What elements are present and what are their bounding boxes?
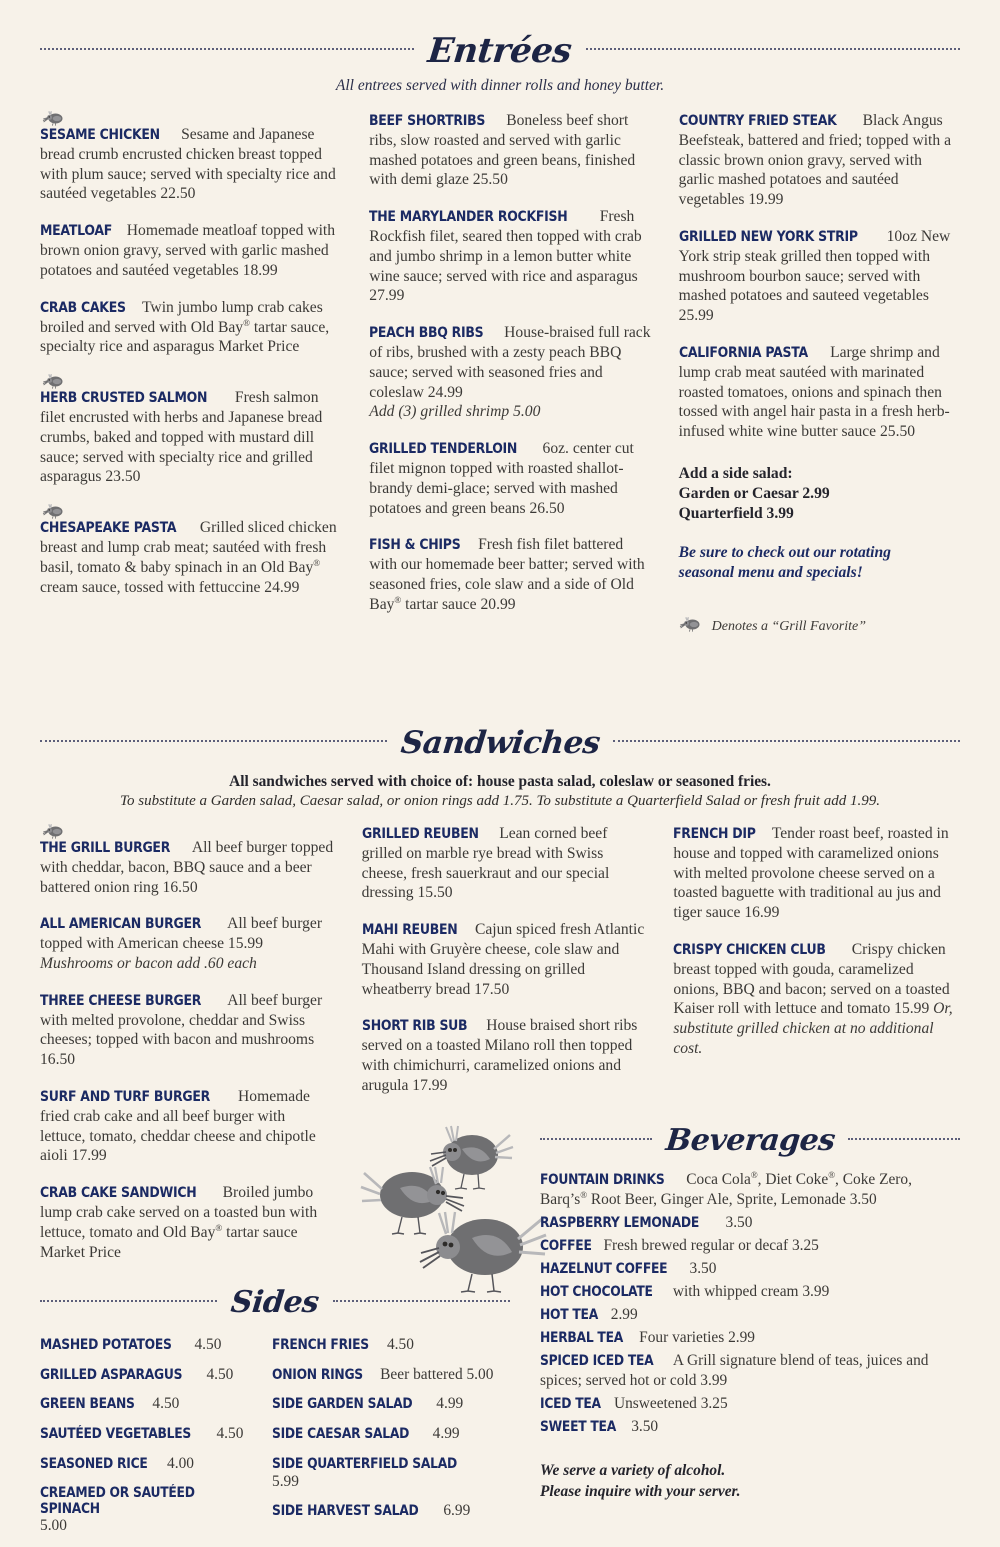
beverage-description: Four varieties 2.99 <box>639 1329 756 1347</box>
beverage-description: Coca Cola®, Diet Coke®, Coke Zero, Barq’s® Root Beer, Ginger Ale, Sprite, Lemonade 3.50 <box>540 1170 912 1209</box>
sandwiches-column-1 <box>40 824 362 1263</box>
menu-item <box>369 439 650 518</box>
beverage-item <box>540 1282 960 1302</box>
beverage-name: HAZELNUT COFFEE <box>540 1261 668 1278</box>
menu-item-description: Lean corned beef grilled on marble rye bread with Swiss cheese, fresh sauerkraut and our special dressing 15.50 <box>361 825 610 902</box>
side-item-price: 4.50 <box>206 1365 234 1383</box>
beverage-name: FOUNTAIN DRINKS <box>540 1172 665 1189</box>
registered-mark: ® <box>215 1222 223 1233</box>
side-item-price: 4.50 <box>386 1336 414 1353</box>
beverages-section <box>540 1123 960 1503</box>
sides-column-2 <box>272 1336 510 1547</box>
entrees-title: Entrées <box>426 31 574 71</box>
menu-item-name: FISH & CHIPS <box>369 537 461 554</box>
beverage-description: A Grill signature blend of teas, juices and spices; served hot or cold 3.99 <box>540 1352 929 1390</box>
side-item-price: 5.99 <box>272 1472 299 1490</box>
side-item <box>40 1336 272 1354</box>
beverage-item <box>540 1213 960 1233</box>
menu-item-name: HERB CRUSTED SALMON <box>40 390 208 407</box>
menu-item <box>673 824 960 923</box>
side-item-name: SIDE HARVEST SALAD <box>272 1503 419 1520</box>
grill-favorite-bird-icon <box>42 374 341 389</box>
grill-favorite-bird-icon <box>42 111 341 126</box>
quail-birds-illustration <box>360 1105 550 1295</box>
menu-item-name: CALIFORNIA PASTA <box>678 344 808 361</box>
menu-item-name: COUNTRY FRIED STEAK <box>678 113 837 129</box>
menu-item-description: Large shrimp and lump crab meat sautéed with marinated roasted tomatoes, onions and spinach then tossed with angel hair pasta in a fresh herb-infused white wine butter sauce 25.50 <box>678 343 950 441</box>
registered-mark: ® <box>243 317 250 328</box>
menu-item-name: MEATLOAF <box>40 223 113 240</box>
menu-item <box>40 1087 334 1166</box>
menu-item-description: Sesame and Japanese bread crumb encrusted chicken breast topped with plum sauce; served with specialty rice and sautéed vegetables 22.50 <box>40 126 336 203</box>
registered-mark: ® <box>750 1170 758 1180</box>
sides-section <box>40 1285 510 1547</box>
beverage-description: 2.99 <box>610 1306 638 1324</box>
side-item-price: 4.50 <box>216 1425 244 1443</box>
menu-item-name: THE MARYLANDER ROCKFISH <box>369 209 568 226</box>
beverage-description: 3.50 <box>725 1214 753 1232</box>
grill-favorite-legend-text: Denotes a “Grill Favorite” <box>711 619 867 635</box>
beverage-name: SPICED ICED TEA <box>540 1353 654 1370</box>
side-item-name: CREAMED OR SAUTÉED SPINACH <box>40 1484 195 1517</box>
beverages-title: Beverages <box>663 1123 837 1158</box>
menu-item <box>40 298 341 358</box>
side-item-price: 4.50 <box>194 1336 222 1353</box>
seasonal-promo <box>679 543 960 584</box>
menu-item-name: THE GRILL BURGER <box>40 840 171 856</box>
menu-item <box>679 111 960 210</box>
menu-item-description: 6oz. center cut filet mignon topped with roasted shallot-brandy demi-glace; served with mashed potatoes and green beans 26.50 <box>369 440 634 517</box>
entrees-column-3 <box>679 111 960 637</box>
menu-item-addon-note: Add (3) grilled shrimp 5.00 <box>369 403 541 421</box>
menu-item-name: SESAME CHICKEN <box>40 127 160 143</box>
sides-title: Sides <box>229 1285 321 1320</box>
sides-header <box>40 1285 510 1320</box>
menu-item-description: Twin jumbo lump crab cakes broiled and served with Old Bay® tartar sauce, specialty rice and asparagus Market Price <box>40 298 330 356</box>
side-salad-line-1: Add a side salad: <box>678 464 793 482</box>
side-item <box>40 1455 272 1473</box>
grill-favorite-bird-icon <box>42 504 341 519</box>
menu-item-name: ALL AMERICAN BURGER <box>40 916 202 933</box>
beverage-description: 3.50 <box>631 1418 659 1436</box>
entrees-subtitle: All entrees served with dinner rolls and honey butter. <box>335 77 665 94</box>
dotted-rule-right <box>613 739 960 742</box>
menu-item-description-note: Mushrooms or bacon add .60 each <box>40 954 257 972</box>
menu-item-name: GRILLED TENDERLOIN <box>369 441 518 458</box>
side-salad-line-2: Garden or Caesar 2.99 <box>678 485 830 503</box>
beverage-item <box>540 1328 960 1348</box>
beverage-item <box>540 1305 960 1325</box>
menu-item-description: Cajun spiced fresh Atlantic Mahi with Gruyère cheese, cole slaw and Thousand Island dressing on grilled wheatberry bread 17.50 <box>361 921 645 998</box>
menu-item-name: SHORT RIB SUB <box>361 1018 467 1035</box>
menu-item-name: CRAB CAKE SANDWICH <box>40 1185 197 1202</box>
menu-item-description: Homemade fried crab cake and all beef burger with lettuce, tomato, cheddar cheese and chipotle aioli 17.99 <box>40 1087 316 1165</box>
side-item-name: SEASONED RICE <box>40 1455 148 1472</box>
beverage-name: RASPBERRY LEMONADE <box>540 1215 699 1232</box>
menu-item-name: CHESAPEAKE PASTA <box>40 520 177 537</box>
menu-item <box>369 111 650 190</box>
beverage-item <box>540 1259 960 1279</box>
side-item <box>40 1485 272 1536</box>
menu-item <box>40 374 341 487</box>
sandwiches-intro-italic: To substitute a Garden salad, Caesar salad, or onion rings add 1.75. To substitute a Quarterfield Salad or fresh fruit add 1.99. <box>120 793 880 809</box>
side-item-price: Beer battered 5.00 <box>380 1365 494 1383</box>
menu-item-description: Fresh salmon filet encrusted with herbs and Japanese bread crumbs, baked and topped with mustard dill sauce; served with specialty rice and grilled asparagus 23.50 <box>40 389 323 486</box>
beverage-name: HOT CHOCOLATE <box>540 1284 653 1301</box>
beverage-item <box>540 1417 960 1437</box>
menu-item <box>40 504 341 597</box>
registered-mark: ® <box>313 557 321 568</box>
side-item <box>40 1366 272 1384</box>
side-item <box>40 1395 272 1413</box>
beverage-item <box>540 1236 960 1256</box>
menu-item <box>40 824 334 897</box>
sides-columns <box>40 1336 510 1547</box>
beverage-item <box>540 1351 960 1391</box>
beverage-name: SWEET TEA <box>540 1419 616 1436</box>
menu-item <box>40 914 334 973</box>
menu-item-description: Homemade meatloaf topped with brown onion gravy, served with garlic mashed potatoes and sautéed vegetables 18.99 <box>40 222 336 279</box>
side-item <box>272 1502 510 1520</box>
entrees-column-1 <box>40 111 369 637</box>
dotted-rule-left <box>540 1137 652 1140</box>
alcohol-note-line-1: We serve a variety of alcohol. <box>540 1462 726 1480</box>
promo-line-1: Be sure to check out our rotating <box>678 543 891 561</box>
menu-item-description: Black Angus Beefsteak, battered and fried; topped with a classic brown onion gravy, served with garlic mashed potatoes and sautéed vegetables 19.99 <box>678 112 951 209</box>
dotted-rule-right <box>586 47 960 50</box>
menu-item-description-note: Or, substitute grilled chicken at no additional cost. <box>673 1000 953 1057</box>
sandwiches-intro-bold: All sandwiches served with choice of: house pasta salad, coleslaw or seasoned fries. <box>229 773 771 790</box>
menu-item <box>40 991 334 1070</box>
side-item-price: 4.99 <box>432 1425 460 1443</box>
side-item-price: 4.50 <box>152 1395 180 1413</box>
alcohol-note <box>540 1461 960 1503</box>
side-item-name: FRENCH FRIES <box>272 1337 369 1353</box>
dotted-rule-left <box>40 47 414 50</box>
dotted-rule-right <box>333 1299 510 1302</box>
side-item-name: GREEN BEANS <box>40 1396 135 1413</box>
beverage-name: HERBAL TEA <box>540 1330 623 1347</box>
side-item <box>40 1425 272 1443</box>
menu-item-description: Boneless beef short ribs, slow roasted and served with garlic mashed potatoes and green beans, finished with demi glaze 25.50 <box>369 112 636 189</box>
side-item <box>272 1425 510 1443</box>
side-item-name: ONION RINGS <box>272 1366 363 1383</box>
grill-favorite-legend <box>679 617 960 637</box>
menu-item-name: THREE CHEESE BURGER <box>40 992 202 1009</box>
side-item-name: SIDE CAESAR SALAD <box>272 1426 410 1443</box>
menu-item-name: FRENCH DIP <box>673 826 756 842</box>
side-item <box>272 1455 510 1490</box>
menu-item-description: Crispy chicken breast topped with gouda, caramelized onions, BBQ and bacon; served on a toasted Kaiser roll with lettuce and tomato 15.99 <box>673 940 950 1018</box>
side-item-price: 5.00 <box>40 1517 67 1535</box>
menu-item-description: Fresh fish filet battered with our homemade beer batter; served with seasoned fries, cole slaw and a side of Old Bay® tartar sauce 20.99 <box>369 536 645 613</box>
menu-item-name: SURF AND TURF BURGER <box>40 1088 210 1105</box>
menu-item-name: BEEF SHORTRIBS <box>369 113 486 129</box>
menu-item-description: Grilled sliced chicken breast and lump crab meat; sautéed with fresh basil, tomato & baby spinach in an Old Bay® cream sauce, tossed with fettuccine 24.99 <box>40 519 337 596</box>
side-item-price: 6.99 <box>443 1502 471 1520</box>
beverage-description: Fresh brewed regular or decaf 3.25 <box>603 1237 819 1255</box>
side-item-price: 4.99 <box>436 1395 464 1413</box>
side-item-name: GRILLED ASPARAGUS <box>40 1366 183 1383</box>
side-item-price: 4.00 <box>167 1454 194 1472</box>
entrees-section <box>40 31 960 637</box>
menu-item <box>40 1183 334 1262</box>
beverages-list <box>540 1170 960 1437</box>
menu-item-name: MAHI REUBEN <box>361 922 458 939</box>
menu-item-name: CRAB CAKES <box>40 299 126 316</box>
beverage-name: ICED TEA <box>540 1396 601 1413</box>
side-item-name: MASHED POTATOES <box>40 1337 172 1353</box>
menu-item <box>369 323 650 422</box>
dotted-rule-left <box>40 739 387 742</box>
side-item <box>272 1336 510 1354</box>
menu-item-description: Fresh Rockfish filet, seared then topped with crab and jumbo shrimp in a lemon butter white wine sauce; served with rice and asparagus 27.99 <box>369 208 642 305</box>
menu-item <box>362 1016 650 1095</box>
beverages-header <box>540 1123 960 1158</box>
menu-item-name: GRILLED NEW YORK STRIP <box>678 228 858 245</box>
menu-item-description: 10oz New York strip steak grilled then topped with mushroom bourbon sauce; served with mashed potatoes and sauteed vegetables 25.99 <box>678 227 951 325</box>
menu-item <box>369 535 650 614</box>
menu-item-description: All beef burger topped with American cheese 15.99 <box>40 915 323 953</box>
beverage-name: HOT TEA <box>540 1307 598 1324</box>
menu-item-description: Broiled jumbo lump crab cake served on a toasted bun with lettuce, tomato and Old Bay® tartar sauce Market Price <box>40 1184 318 1261</box>
beverage-description: Unsweetened 3.25 <box>613 1395 728 1413</box>
sandwiches-intro <box>40 773 960 810</box>
add-side-salad-block <box>679 464 960 525</box>
menu-item-name: PEACH BBQ RIBS <box>369 325 484 342</box>
menu-item <box>679 227 960 326</box>
side-item <box>272 1366 510 1384</box>
beverage-name: COFFEE <box>540 1238 592 1255</box>
entrees-header <box>40 31 960 71</box>
menu-item-description: House braised short ribs served on a toasted Milano roll then topped with chimichurri, caramelized onions and arugula 17.99 <box>361 1017 638 1094</box>
menu-item <box>362 920 650 999</box>
dotted-rule-left <box>40 1299 217 1302</box>
alcohol-note-line-2: Please inquire with your server. <box>540 1483 741 1501</box>
entrees-column-2 <box>369 111 678 637</box>
menu-item <box>679 343 960 442</box>
menu-item-name: CRISPY CHICKEN CLUB <box>673 941 827 958</box>
dotted-rule-right <box>848 1137 960 1140</box>
sides-column-1 <box>40 1336 272 1547</box>
promo-line-2: seasonal menu and specials! <box>678 564 863 582</box>
beverage-item <box>540 1170 960 1210</box>
registered-mark: ® <box>580 1190 588 1201</box>
registered-mark: ® <box>394 594 402 605</box>
menu-item <box>369 207 650 306</box>
side-item-name: SIDE QUARTERFIELD SALAD <box>272 1455 457 1472</box>
menu-item-description: All beef burger topped with cheddar, bacon, BBQ sauce and a beer battered onion ring 16.50 <box>40 839 334 896</box>
grill-favorite-bird-icon <box>42 824 334 839</box>
menu-item-description: Tender roast beef, roasted in house and topped with caramelized onions with melted provolone cheese served on a toasted baguette with traditional au jus and tiger sauce 16.99 <box>673 825 949 922</box>
menu-item-description: All beef burger with melted provolone, cheddar and Swiss cheeses; topped with bacon and mushrooms 16.50 <box>40 991 323 1069</box>
menu-item-name: GRILLED REUBEN <box>361 826 479 842</box>
menu-item <box>40 221 341 280</box>
grill-favorite-bird-icon <box>679 617 703 637</box>
side-item <box>272 1395 510 1413</box>
entrees-columns <box>40 111 960 637</box>
sandwiches-title: Sandwiches <box>398 725 602 761</box>
beverage-description: 3.50 <box>689 1260 717 1278</box>
menu-item <box>362 824 650 903</box>
menu-item <box>40 111 341 204</box>
sandwiches-header <box>40 725 960 761</box>
side-salad-line-3: Quarterfield 3.99 <box>678 505 794 523</box>
beverage-item <box>540 1394 960 1414</box>
menu-item <box>673 940 960 1059</box>
side-item-name: SAUTÉED VEGETABLES <box>40 1426 192 1443</box>
registered-mark: ® <box>828 1170 836 1180</box>
menu-item-description: House-braised full rack of ribs, brushed with a zesty peach BBQ sauce; served with seasoned fries and coleslaw 24.99 <box>369 324 651 401</box>
beverage-description: with whipped cream 3.99 <box>672 1283 830 1301</box>
side-item-name: SIDE GARDEN SALAD <box>272 1396 413 1413</box>
